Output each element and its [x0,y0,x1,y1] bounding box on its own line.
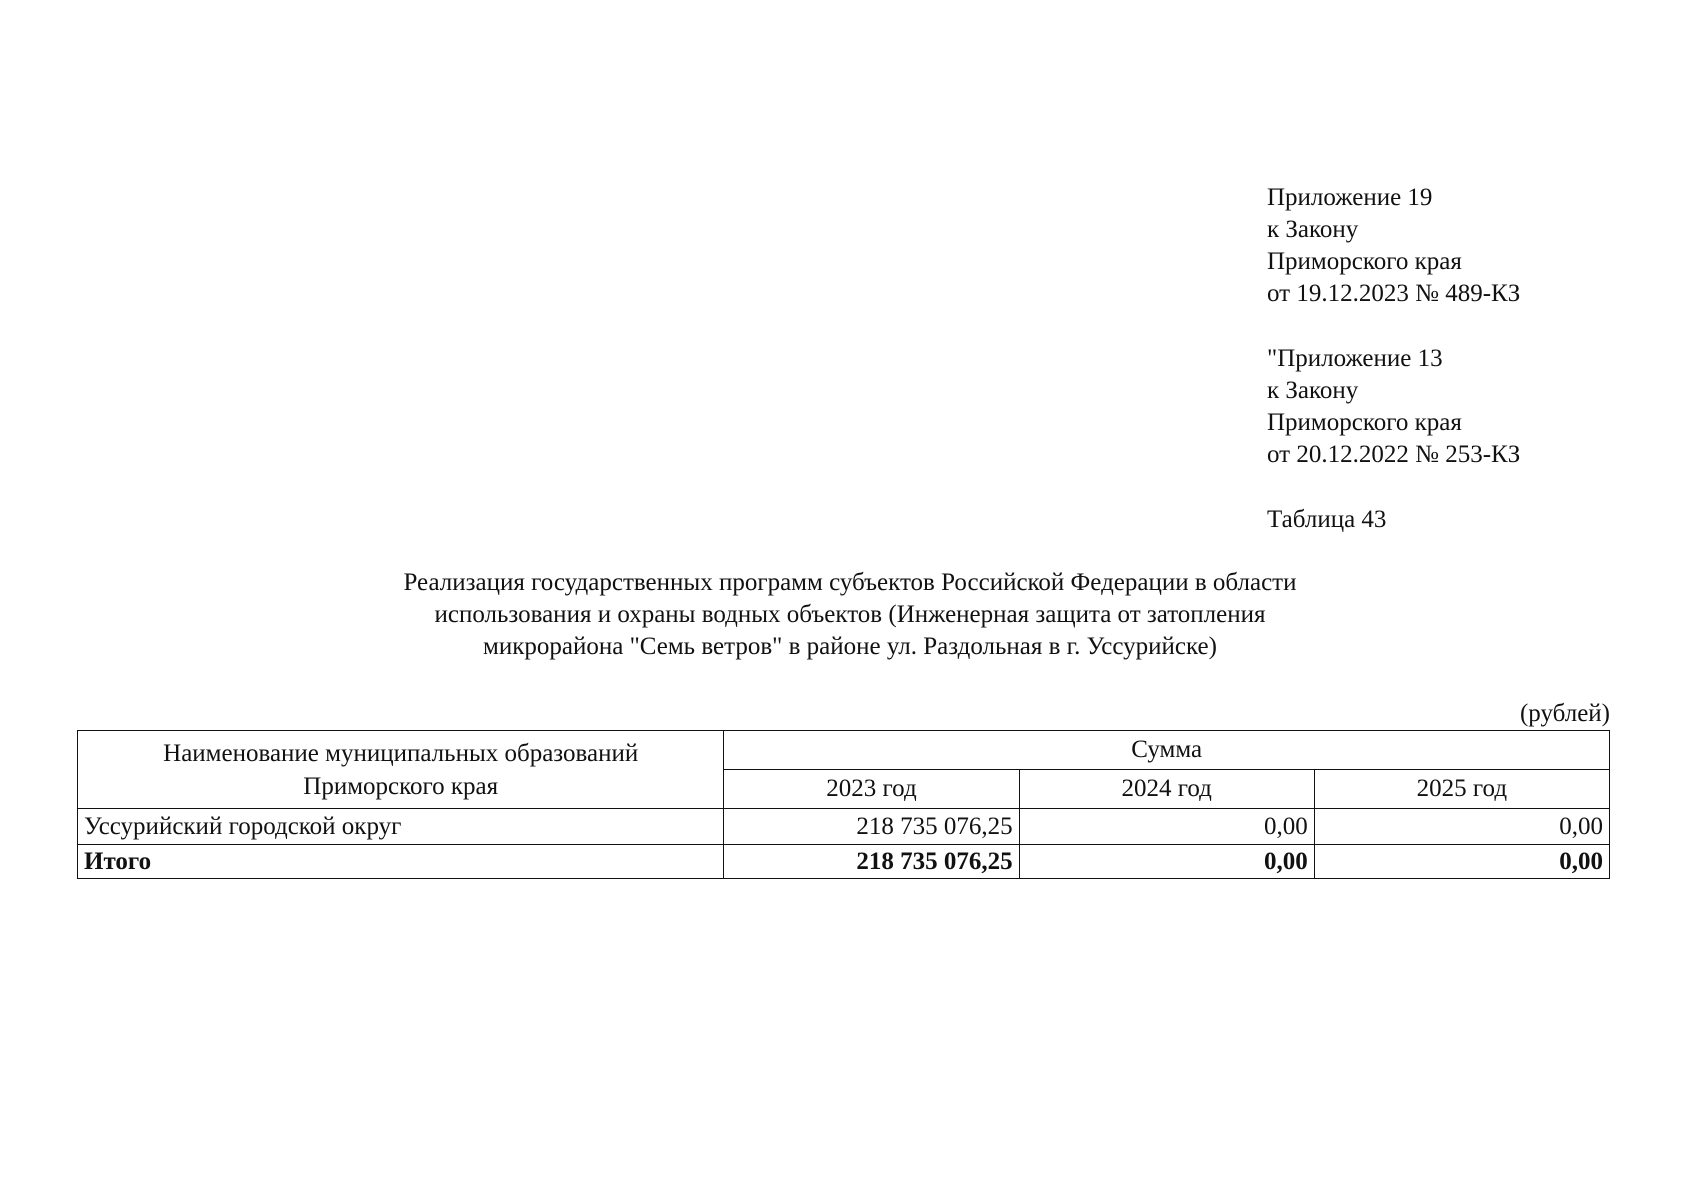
appendix-reference-previous [1267,343,1520,471]
header-year-2023: 2023 год [724,770,1019,809]
funding-table [77,730,1610,879]
amount-2024: 0,00 [1019,809,1314,845]
document-title [250,567,1450,663]
header-year-2025: 2025 год [1314,770,1609,809]
table-header-row [78,731,1610,770]
total-2024: 0,00 [1019,845,1314,879]
header-municipality-line: Наименование муниципальных образований [163,739,639,767]
title-line: микрорайона "Семь ветров" в районе ул. Раздольная в г. Уссурийске) [483,633,1217,660]
appendix-line: Приложение 19 [1267,184,1433,211]
appendix-line: Приморского края [1267,409,1462,436]
header-municipality-line: Приморского края [303,772,499,800]
header-municipality [78,731,724,809]
appendix-line: к Закону [1267,216,1359,243]
total-2023: 218 735 076,25 [724,845,1019,879]
total-2025: 0,00 [1314,845,1609,879]
header-year-2024: 2024 год [1019,770,1314,809]
table-total-row [78,845,1610,879]
units-label: (рублей) [1519,700,1610,727]
table-row [78,809,1610,845]
appendix-line: Приморского края [1267,248,1462,275]
appendix-line: "Приложение 13 [1267,345,1443,372]
amount-2023: 218 735 076,25 [724,809,1019,845]
appendix-line: от 20.12.2022 № 253-КЗ [1267,441,1521,468]
amount-2025: 0,00 [1314,809,1609,845]
table-number: Таблица 43 [1267,506,1387,533]
total-label: Итого [78,845,724,879]
appendix-line: к Закону [1267,377,1359,404]
municipality-name: Уссурийский городской округ [78,809,724,845]
title-line: Реализация государственных программ субъектов Российской Федерации в области [403,569,1297,596]
header-sum: Сумма [724,731,1610,770]
title-line: использования и охраны водных объектов (Инженерная защита от затопления [434,601,1266,628]
appendix-reference-current [1267,182,1520,310]
appendix-line: от 19.12.2023 № 489-КЗ [1267,280,1521,307]
